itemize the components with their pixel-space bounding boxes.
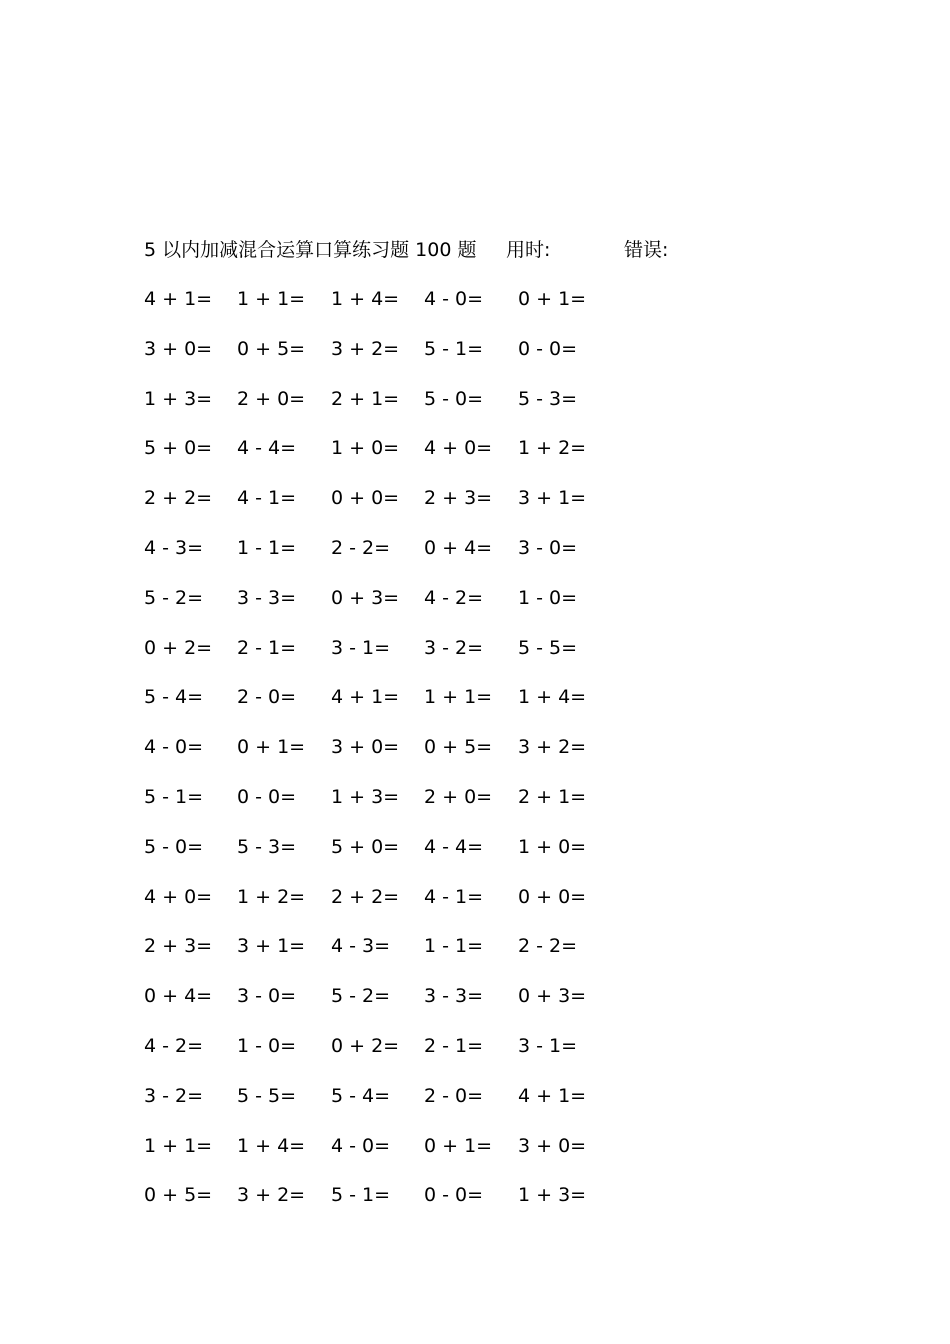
problem-row — [144, 1032, 644, 1082]
problem-row — [144, 484, 644, 534]
problem-row — [144, 634, 644, 684]
math-problem: 1 - 0= — [518, 586, 578, 609]
math-problem: 5 - 0= — [144, 835, 204, 858]
problem-row — [144, 1181, 644, 1231]
math-problem: 4 - 0= — [144, 736, 204, 759]
math-problem: 3 - 3= — [237, 586, 297, 609]
math-problem: 4 - 3= — [144, 536, 204, 559]
math-problem: 0 + 3= — [518, 985, 587, 1008]
math-problem: 1 + 1= — [237, 288, 306, 310]
math-problem: 2 + 1= — [518, 785, 587, 808]
math-problem: 3 - 2= — [144, 1084, 204, 1107]
math-problem: 1 + 4= — [331, 288, 400, 310]
math-problem: 4 + 1= — [518, 1084, 587, 1107]
math-problem: 1 + 1= — [144, 1134, 213, 1157]
math-problem: 4 - 4= — [237, 437, 297, 460]
math-problem: 5 - 3= — [518, 387, 578, 410]
math-problem: 1 + 2= — [518, 437, 587, 460]
math-problem: 5 - 2= — [144, 586, 204, 609]
math-problem: 3 + 2= — [518, 736, 587, 759]
math-problem: 0 - 0= — [518, 337, 578, 360]
error-count-label: 错误: — [624, 239, 669, 261]
math-problem: 5 - 4= — [144, 686, 204, 709]
problem-row — [144, 932, 644, 982]
problem-row — [144, 285, 644, 335]
problem-row — [144, 783, 644, 833]
math-problem: 4 - 1= — [237, 487, 297, 510]
problem-row — [144, 883, 644, 933]
math-problem: 5 + 0= — [144, 437, 213, 460]
problem-row — [144, 335, 644, 385]
math-problem: 0 + 5= — [144, 1184, 213, 1207]
math-problem: 0 + 5= — [424, 736, 493, 759]
math-problem: 3 + 1= — [237, 935, 306, 958]
math-problem: 1 + 1= — [424, 686, 493, 709]
math-problem: 0 + 1= — [518, 288, 587, 310]
math-problem: 3 - 0= — [237, 985, 297, 1008]
problem-row — [144, 1082, 644, 1132]
math-problem: 1 + 4= — [237, 1134, 306, 1157]
math-problem: 0 + 1= — [424, 1134, 493, 1157]
math-problem: 0 + 4= — [424, 536, 493, 559]
math-problem: 5 + 0= — [331, 835, 400, 858]
math-problem: 1 - 0= — [237, 1034, 297, 1057]
math-problem: 5 - 5= — [237, 1084, 297, 1107]
problem-row — [144, 833, 644, 883]
math-problem: 2 - 2= — [518, 935, 578, 958]
time-used-label: 用时: — [506, 239, 551, 261]
math-problem: 3 + 0= — [331, 736, 400, 759]
math-problem: 4 - 1= — [424, 885, 484, 908]
math-problem: 0 + 0= — [331, 487, 400, 510]
math-problem: 4 - 0= — [331, 1134, 391, 1157]
math-problem: 4 - 4= — [424, 835, 484, 858]
math-problem: 4 - 0= — [424, 288, 484, 310]
worksheet-header — [144, 236, 844, 264]
math-problem: 0 + 4= — [144, 985, 213, 1008]
worksheet-title: 5 以内加减混合运算口算练习题 100 题 — [144, 239, 477, 261]
problem-row — [144, 534, 644, 584]
math-problem: 2 - 2= — [331, 536, 391, 559]
math-problem: 1 - 1= — [424, 935, 484, 958]
math-problem: 4 + 0= — [424, 437, 493, 460]
math-problem: 3 - 3= — [424, 985, 484, 1008]
math-problem: 1 + 0= — [331, 437, 400, 460]
math-problem: 5 - 3= — [237, 835, 297, 858]
math-problem: 1 - 1= — [237, 536, 297, 559]
math-problem: 3 - 1= — [331, 636, 391, 659]
math-problem: 2 + 1= — [331, 387, 400, 410]
math-problem: 2 + 2= — [331, 885, 400, 908]
math-problem: 5 - 5= — [518, 636, 578, 659]
math-problem: 1 + 0= — [518, 835, 587, 858]
math-problem: 1 + 4= — [518, 686, 587, 709]
math-problem: 4 - 3= — [331, 935, 391, 958]
math-problem: 5 - 1= — [144, 785, 204, 808]
problem-row — [144, 683, 644, 733]
problem-row — [144, 584, 644, 634]
math-problem: 5 - 0= — [424, 387, 484, 410]
problem-grid — [144, 285, 644, 1231]
math-problem: 2 - 1= — [424, 1034, 484, 1057]
problem-row — [144, 1132, 644, 1182]
math-problem: 5 - 4= — [331, 1084, 391, 1107]
math-problem: 4 - 2= — [144, 1034, 204, 1057]
math-problem: 3 + 2= — [237, 1184, 306, 1207]
math-problem: 0 + 0= — [518, 885, 587, 908]
math-problem: 5 - 1= — [424, 337, 484, 360]
problem-row — [144, 733, 644, 783]
problem-row — [144, 982, 644, 1032]
math-problem: 4 - 2= — [424, 586, 484, 609]
math-problem: 0 + 5= — [237, 337, 306, 360]
math-problem: 5 - 1= — [331, 1184, 391, 1207]
math-problem: 4 + 1= — [331, 686, 400, 709]
math-problem: 0 + 3= — [331, 586, 400, 609]
math-problem: 4 + 0= — [144, 885, 213, 908]
math-problem: 0 + 2= — [144, 636, 213, 659]
math-problem: 3 - 2= — [424, 636, 484, 659]
math-problem: 3 + 0= — [518, 1134, 587, 1157]
problem-row — [144, 434, 644, 484]
math-problem: 1 + 3= — [331, 785, 400, 808]
math-problem: 3 + 1= — [518, 487, 587, 510]
math-problem: 2 - 0= — [237, 686, 297, 709]
math-problem: 2 - 0= — [424, 1084, 484, 1107]
math-problem: 3 - 0= — [518, 536, 578, 559]
math-problem: 0 - 0= — [237, 785, 297, 808]
math-problem: 3 + 0= — [144, 337, 213, 360]
math-problem: 0 + 1= — [237, 736, 306, 759]
math-problem: 0 - 0= — [424, 1184, 484, 1207]
math-problem: 2 + 2= — [144, 487, 213, 510]
math-problem: 2 + 0= — [424, 785, 493, 808]
math-problem: 2 + 3= — [144, 935, 213, 958]
math-problem: 5 - 2= — [331, 985, 391, 1008]
math-problem: 2 + 3= — [424, 487, 493, 510]
math-problem: 0 + 2= — [331, 1034, 400, 1057]
math-problem: 4 + 1= — [144, 288, 213, 310]
math-problem: 2 - 1= — [237, 636, 297, 659]
math-problem: 1 + 3= — [518, 1184, 587, 1207]
math-problem: 3 - 1= — [518, 1034, 578, 1057]
math-problem: 2 + 0= — [237, 387, 306, 410]
math-problem: 1 + 3= — [144, 387, 213, 410]
problem-row — [144, 385, 644, 435]
math-problem: 1 + 2= — [237, 885, 306, 908]
math-problem: 3 + 2= — [331, 337, 400, 360]
